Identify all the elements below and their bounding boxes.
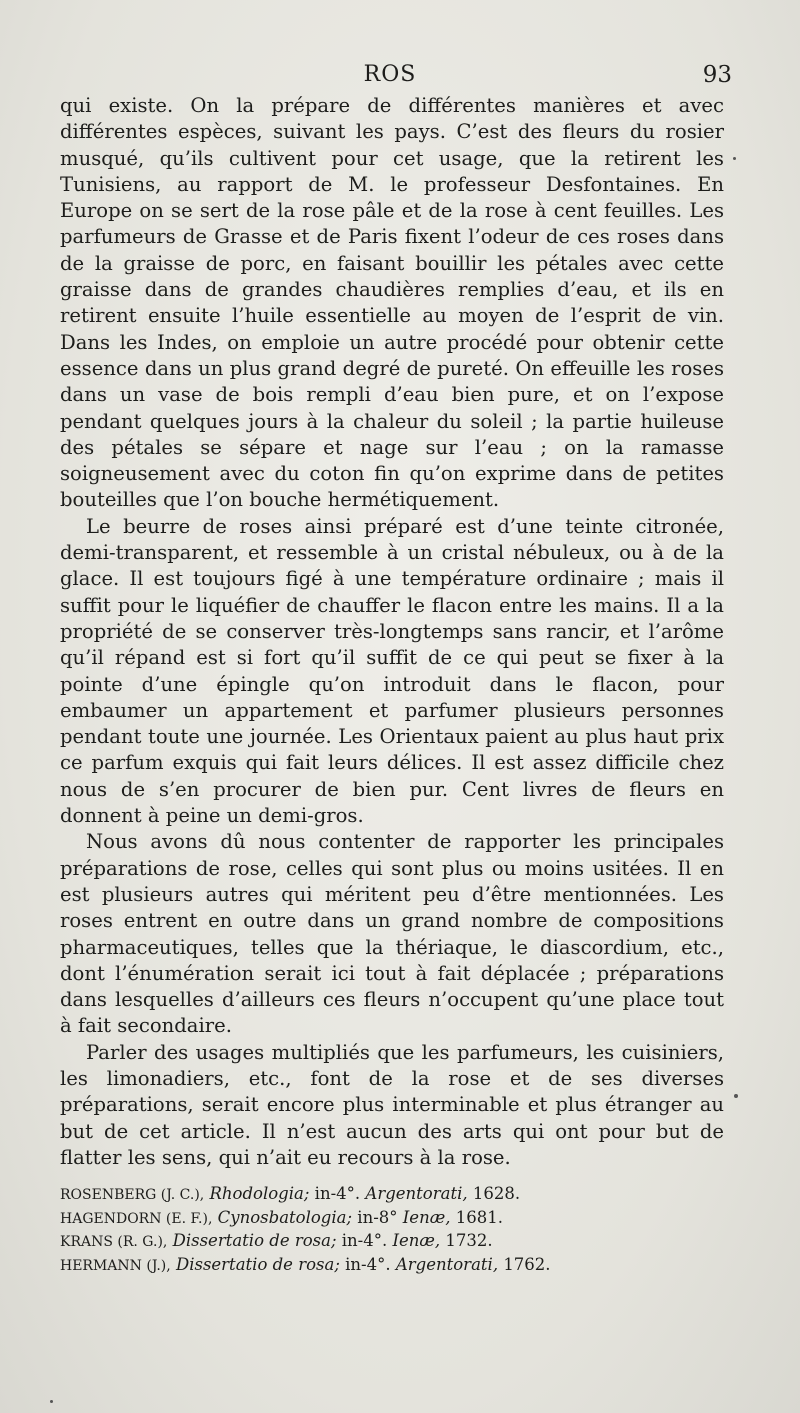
reference-title: Dissertatio de rosa; [175,1254,340,1274]
paper-speck [733,157,736,160]
reference-entry [60,1183,724,1207]
reference-author: HAGENDORN (E. F.), [60,1210,213,1227]
running-head: ROS [363,62,417,87]
reference-author: HERMANN (J.), [60,1257,171,1274]
reference-entry [60,1207,724,1231]
reference-format: in-8° [357,1207,398,1227]
reference-place: Argentorati, [395,1254,499,1274]
reference-year: 1762. [503,1254,551,1274]
reference-entry [60,1254,724,1278]
paragraph-4: Parler des usages multipliés que les parfumeurs, les cuisiniers, les limonadiers, etc., font de la rose et de ses diverses préparations, serait encore plus interminable et plus étranger au but de cet article. Il n’est aucun des arts qui ont pour but de flatter les sens, qui n’ait eu recours à la rose. [60,1040,724,1169]
reference-title: Rhodologia; [209,1184,310,1203]
reference-author: ROSENBERG (J. C.), [60,1187,205,1203]
reference-format: in-4°. [314,1184,361,1203]
paragraph-1: qui existe. On la prépare de différentes manières et avec différentes espèces, suivant les pays. C’est des fleurs du rosier musqué, qu’ils cultivent pour cet usage, que la retirent les Tunisiens, au rapport de M. le professeur Desfontaines. En Europe on se sert de la rose pâle et de la rose à cent feuilles. Les parfumeurs de Grasse et de Paris fixent l’odeur de ces roses dans de la graisse de porc, en faisant bouillir les pétales avec cette graisse dans de grandes chaudières remplies d’eau, et ils en retirent ensuite l’huile essentielle au moyen de l’esprit de vin. Dans les Indes, on emploie un autre procédé pour obtenir cette essence dans un plus grand degré de pureté. On effeuille les roses dans un vase de bois rempli d’eau bien pure, et on l’expose pendant quelques jours à la chaleur du soleil ; la partie huileuse des pétales se sépare et nage sur l’eau ; on la ramasse soigneusement avec du coton fin qu’on exprime dans de petites bouteilles que l’on bouche hermétiquement. [60,94,724,512]
paper-speck [734,1094,738,1098]
reference-place: Ienæ, [392,1231,441,1250]
reference-year: 1681. [455,1207,503,1227]
reference-author: KRANS (R. G.), [60,1234,168,1250]
reference-place: Argentorati, [365,1184,468,1203]
reference-title: Cynosbatologia; [217,1207,353,1227]
reference-year: 1732. [445,1231,493,1250]
bibliography [60,1183,724,1277]
paragraph-2: Le beurre de roses ainsi préparé est d’une teinte citronée, demi-transparent, et ressemble à un cristal nébuleux, ou à de la glace. Il est toujours figé à une température ordinaire ; mais il suffit pour le liquéfier de chauffer le flacon entre les mains. Il a la propriété de se conserver très-longtemps sans rancir, et l’arôme qu’il répand est si fort qu’il suffit de ce qui peut se fixer à la pointe d’une épingle qu’on introduit dans le flacon, pour embaumer un appartement et parfumer plusieurs personnes pendant toute une journée. Les Orientaux paient au plus haut prix ce parfum exquis qui fait leurs délices. Il est assez difficile chez nous de s’en procurer de bien pur. Cent livres de fleurs en donnent à peine un demi-gros. [60,514,724,828]
reference-title: Dissertatio de rosa; [172,1231,337,1250]
reference-format: in-4°. [345,1254,391,1274]
paper-speck [50,1400,53,1403]
reference-year: 1628. [472,1184,521,1203]
body-text [60,93,724,1171]
reference-place: Ienæ, [402,1207,451,1227]
paragraph-3: Nous avons dû nous contenter de rapporter les principales préparations de rose, celles qui sont plus ou moins usitées. Il en est plusieurs autres qui méritent peu d’être mentionnées. Les roses entrent en outre dans un grand nombre de compositions pharmaceutiques, telles que la thériaque, le diascordium, etc., dont l’énumération serait ici tout à fait déplacée ; préparations dans lesquelles d’ailleurs ces fleurs n’occupent qu’une place tout à fait secondaire. [60,830,724,1038]
page-header [60,60,732,94]
reference-format: in-4°. [341,1231,388,1250]
page-number: 93 [702,62,732,88]
reference-entry [60,1230,724,1254]
